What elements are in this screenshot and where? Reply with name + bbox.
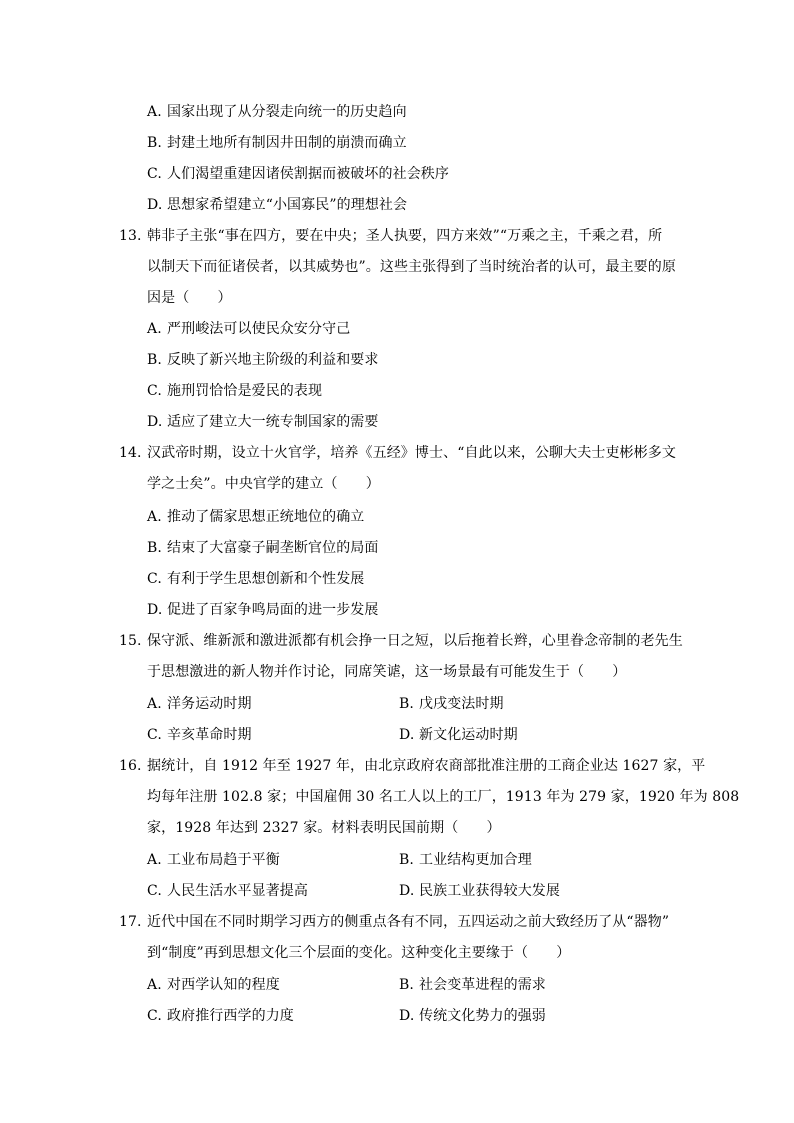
option-d: D. 民族工业获得较大发展 bbox=[399, 883, 560, 899]
option-b: B. 工业结构更加合理 bbox=[399, 852, 532, 868]
option-c: C. 施刑罚恰恰是爱民的表现 bbox=[147, 383, 323, 399]
question-16-stem-line: 均每年注册 102.8 家；中国雇佣 30 名工人以上的工厂，1913 年为 279 家，1920 年为 808 bbox=[147, 789, 740, 805]
question-16-stem-line: 家，1928 年达到 2327 家。材料表明民国前期（ ） bbox=[147, 820, 501, 836]
question-13-stem-line: 以制天下而征诸侯者，以其威势也”。这些主张得到了当时统治者的认可，最主要的原 bbox=[147, 259, 676, 275]
option-d: D. 传统文化势力的强弱 bbox=[399, 1008, 546, 1024]
option-a: A. 工业布局趋于平衡 bbox=[147, 852, 280, 868]
option-a: A. 国家出现了从分裂走向统一的历史趋向 bbox=[147, 104, 407, 120]
option-b: B. 结束了大富豪子嗣垄断官位的局面 bbox=[147, 540, 379, 556]
option-a: A. 严刑峻法可以使民众安分守己 bbox=[147, 321, 351, 337]
option-d: D. 新文化运动时期 bbox=[399, 727, 518, 743]
question-13-stem-line: 因是（ ） bbox=[147, 290, 232, 306]
option-d: D. 促进了百家争鸣局面的进一步发展 bbox=[147, 602, 379, 618]
question-15-stem-line: 于思想激进的新人物并作讨论，同席笑谑，这一场景最有可能发生于（ ） bbox=[147, 664, 627, 680]
option-b: B. 封建土地所有制因井田制的崩溃而确立 bbox=[147, 135, 407, 151]
question-15-stem: 15. 保守派、维新派和激进派都有机会挣一日之短，以后拖着长辫，心里眷念帝制的老先生 bbox=[119, 633, 683, 649]
question-17-stem-line: 到“制度”再到思想文化三个层面的变化。这种变化主要缘于（ ） bbox=[147, 945, 571, 961]
option-d: D. 适应了建立大一统专制国家的需要 bbox=[147, 414, 379, 430]
option-c: C. 政府推行西学的力度 bbox=[147, 1008, 294, 1024]
option-c: C. 有利于学生思想创新和个性发展 bbox=[147, 571, 365, 587]
option-a: A. 推动了儒家思想正统地位的确立 bbox=[147, 509, 365, 525]
option-c: C. 人民生活水平显著提高 bbox=[147, 883, 308, 899]
option-b: B. 戊戌变法时期 bbox=[399, 696, 504, 712]
question-14-stem: 14. 汉武帝时期，设立十火官学，培养《五经》博士、“自此以来，公聊大夫士吏彬彬多文 bbox=[119, 445, 676, 461]
option-b: B. 社会变革进程的需求 bbox=[399, 977, 546, 993]
option-a: A. 对西学认知的程度 bbox=[147, 977, 280, 993]
question-14-stem-line: 学之士矣”。中央官学的建立（ ） bbox=[147, 476, 380, 492]
question-16-stem: 16. 据统计，自 1912 年至 1927 年，由北京政府农商部批准注册的工商企业达 1627 家，平 bbox=[119, 758, 706, 774]
question-13-stem: 13. 韩非子主张“事在四方，要在中央；圣人执要，四方来效”“万乘之主，千乘之君，所 bbox=[119, 228, 663, 244]
option-c: C. 辛亥革命时期 bbox=[147, 727, 252, 743]
option-b: B. 反映了新兴地主阶级的利益和要求 bbox=[147, 352, 379, 368]
option-c: C. 人们渴望重建因诸侯割据而被破坏的社会秩序 bbox=[147, 166, 449, 182]
option-d: D. 思想家希望建立“小国寡民”的理想社会 bbox=[147, 197, 408, 213]
option-a: A. 洋务运动时期 bbox=[147, 696, 252, 712]
question-17-stem: 17. 近代中国在不同时期学习西方的侧重点各有不同，五四运动之前大致经历了从“器物” bbox=[119, 914, 670, 930]
